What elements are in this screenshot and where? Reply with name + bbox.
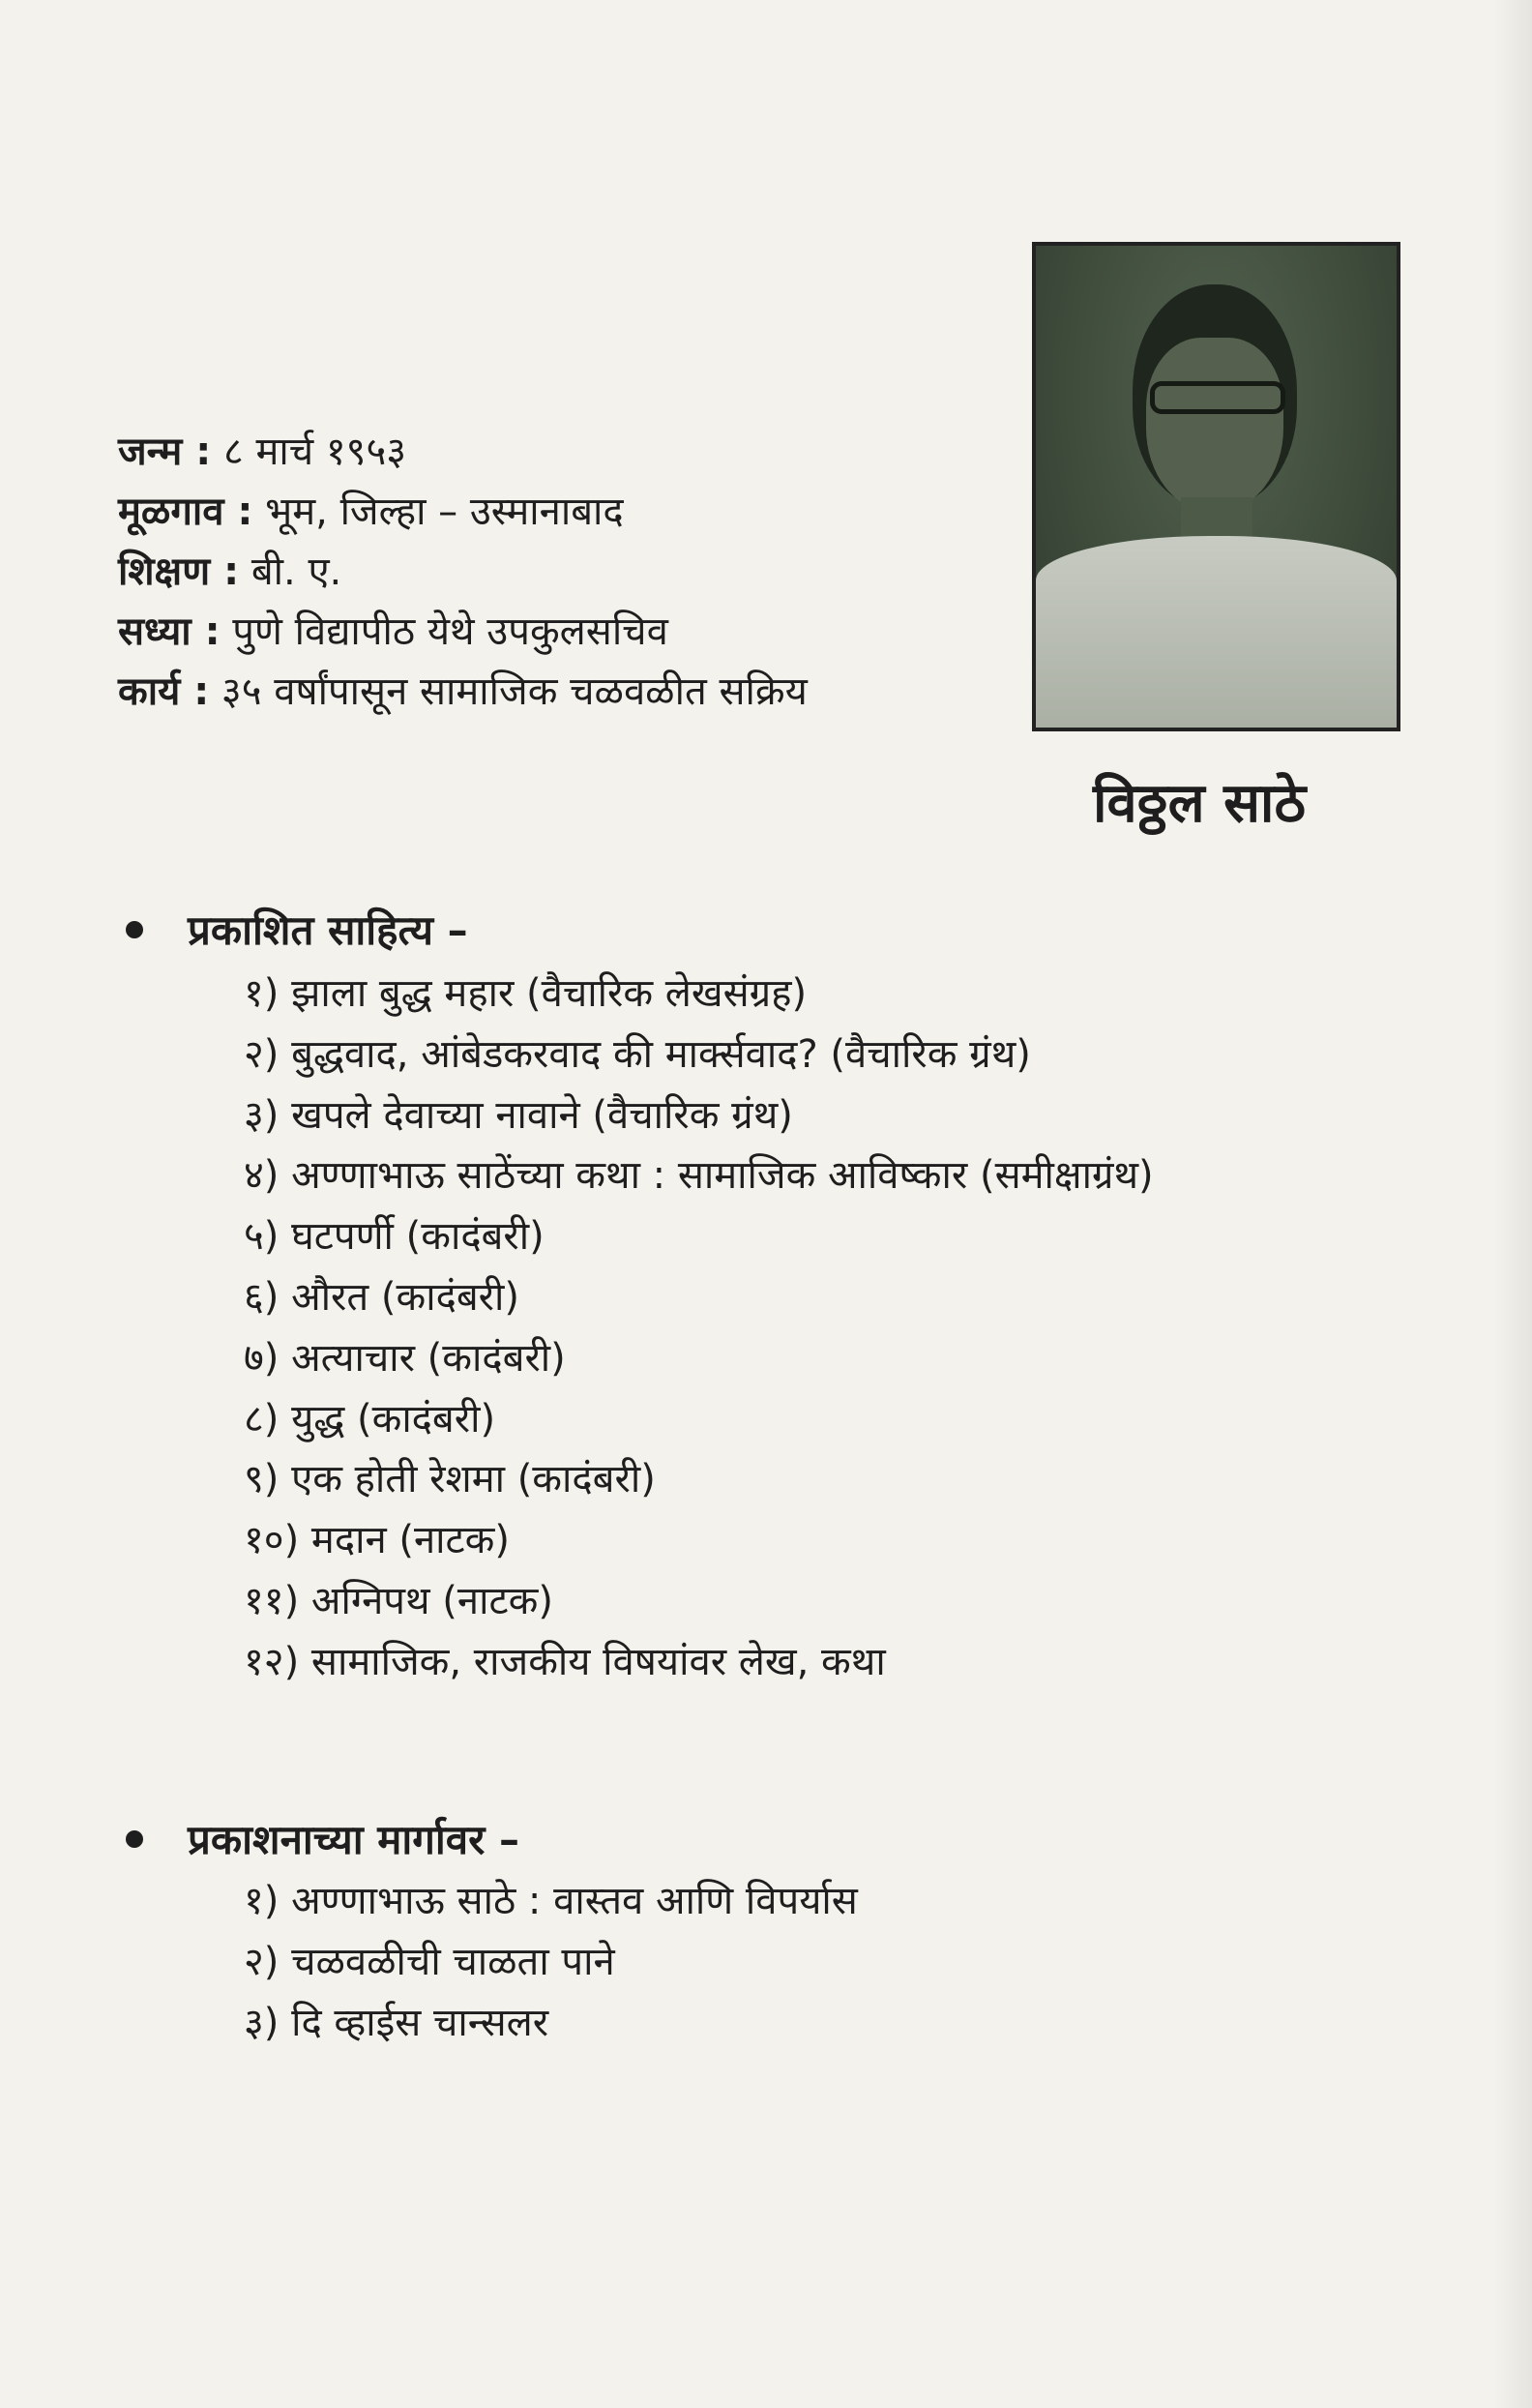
upcoming-list [244, 1871, 858, 2053]
list-item: ४) अण्णाभाऊ साठेंच्या कथा : सामाजिक आविष्कार (समीक्षाग्रंथ) [244, 1153, 1154, 1199]
list-item: ५) घटपर्णी (कादंबरी) [244, 1214, 545, 1260]
bullet-icon [126, 1830, 143, 1848]
list-item: ६) औरत (कादंबरी) [244, 1274, 520, 1320]
page-edge-shadow [1493, 0, 1532, 2408]
list-item: ११) अग्निपथ (नाटक) [244, 1578, 553, 1623]
bio-current [118, 602, 988, 662]
list-item: १) अण्णाभाऊ साठे : वास्तव आणि विपर्यास [244, 1879, 858, 1923]
list-item: २) चळवळीची चाळता पाने [244, 1939, 615, 1984]
photo-glasses-shape [1150, 381, 1285, 414]
bio-label: जन्म : [118, 430, 212, 474]
bio-value: बी. ए. [250, 550, 342, 594]
bio-label: शिक्षण : [118, 550, 240, 594]
bio-hometown [118, 482, 988, 542]
published-heading [126, 902, 468, 957]
bio-label: मूळगाव : [118, 490, 253, 534]
bio-education [118, 542, 988, 602]
bullet-icon [126, 921, 143, 938]
list-item: २) बुद्धवाद, आंबेडकरवाद की मार्क्सवाद? (वैचारिक ग्रंथ) [244, 1031, 1031, 1077]
upcoming-heading-text: प्रकाशनाच्या मार्गावर – [188, 1816, 519, 1863]
bio-value: पुणे विद्यापीठ येथे उपकुलसचिव [232, 609, 668, 654]
bio-birth [118, 422, 988, 482]
list-item: ८) युद्ध (कादंबरी) [244, 1396, 496, 1442]
published-heading-text: प्रकाशित साहित्य – [188, 907, 468, 954]
list-item: १) झाला बुद्ध महार (वैचारिक लेखसंग्रह) [244, 971, 808, 1016]
list-item: ९) एक होती रेशमा (कादंबरी) [244, 1457, 656, 1502]
author-bio [118, 422, 988, 722]
published-list [244, 964, 1154, 1693]
list-item: ७) अत्याचार (कादंबरी) [244, 1335, 566, 1381]
bio-value: ८ मार्च १९५३ [222, 430, 407, 474]
photo-face-shape [1146, 338, 1283, 512]
list-item: ३) खपले देवाच्या नावाने (वैचारिक ग्रंथ) [244, 1092, 793, 1138]
list-item: १२) सामाजिक, राजकीय विषयांवर लेख, कथा [244, 1639, 886, 1684]
bio-value: भूम, जिल्हा – उस्मानाबाद [265, 490, 624, 534]
bio-value: ३५ वर्षांपासून सामाजिक चळवळीत सक्रिय [221, 669, 808, 714]
list-item: ३) दि व्हाईस चान्सलर [244, 2000, 549, 2045]
author-photo [1032, 242, 1400, 731]
bio-label: कार्य : [118, 669, 210, 714]
photo-shirt-shape [1036, 536, 1397, 731]
list-item: १०) मदान (नाटक) [244, 1518, 511, 1563]
upcoming-heading [126, 1811, 519, 1866]
bio-label: सध्या : [118, 609, 221, 654]
author-name: विठ्ठल साठे [1093, 772, 1306, 835]
bio-work [118, 662, 988, 722]
